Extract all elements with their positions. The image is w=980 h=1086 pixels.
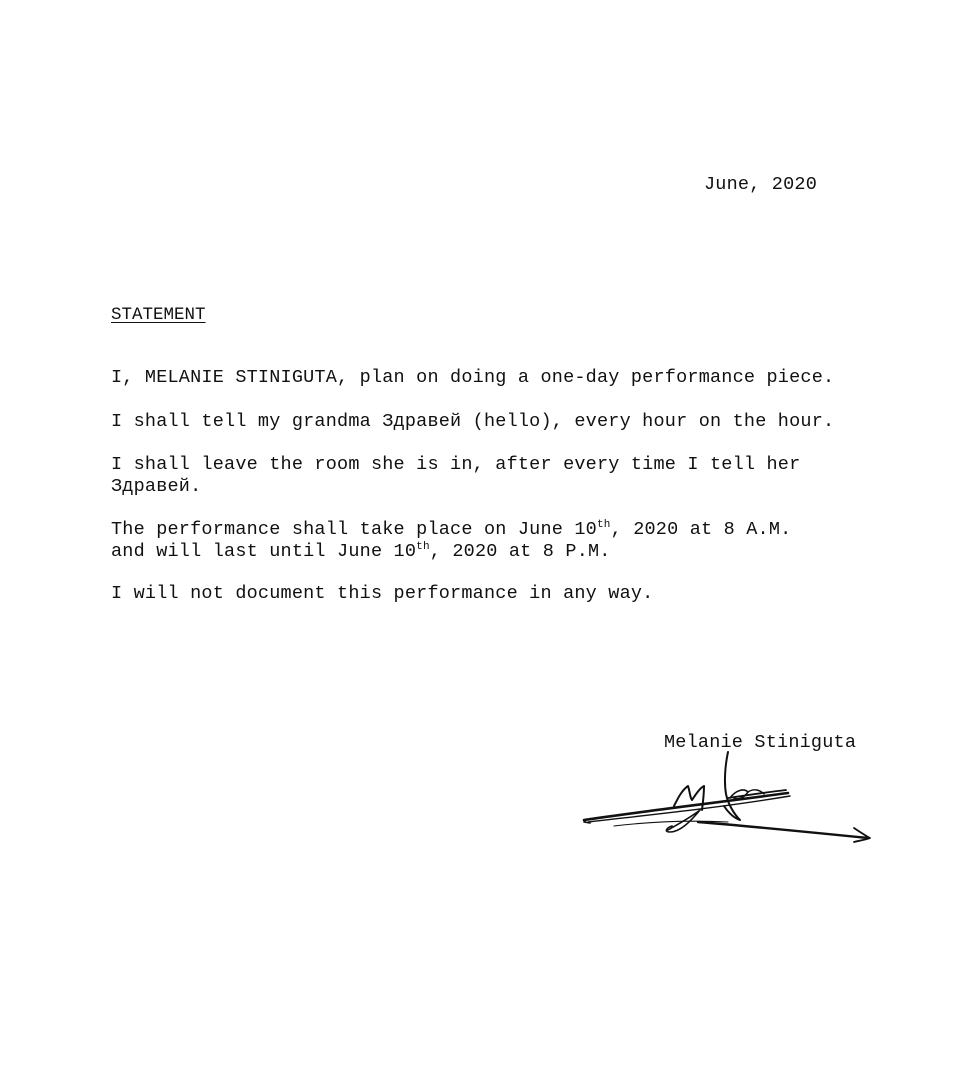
paragraph-leave-room-line-2: Здравей. — [111, 476, 202, 497]
paragraph-intent: I, MELANIE STINIGUTA, plan on doing a one-day performance piece. — [111, 367, 835, 388]
schedule-end-ordinal: th — [416, 541, 430, 553]
paragraph-schedule-line-1 — [111, 519, 791, 541]
schedule-start-text: The performance shall take place on June 10 — [111, 519, 597, 540]
schedule-start-time: , 2020 at 8 A.M. — [610, 519, 792, 540]
paragraph-leave-room — [111, 454, 800, 498]
paragraph-schedule — [111, 519, 791, 563]
document-date: June, 2020 — [704, 174, 818, 195]
handwritten-signature — [578, 748, 878, 848]
paragraph-greeting: I shall tell my grandma Здравей (hello), every hour on the hour. — [111, 411, 835, 432]
signer-name: Melanie Stiniguta — [664, 732, 857, 753]
schedule-end-text: and will last until June 10 — [111, 541, 417, 562]
document-heading: STATEMENT — [111, 305, 206, 325]
schedule-end-time: , 2020 at 8 P.M. — [429, 541, 611, 562]
paragraph-no-documentation: I will not document this performance in any way. — [111, 583, 654, 604]
paragraph-schedule-line-2 — [111, 541, 791, 563]
schedule-start-ordinal: th — [596, 519, 611, 531]
paragraph-leave-room-line-1: I shall leave the room she is in, after every time I tell her — [111, 454, 801, 475]
